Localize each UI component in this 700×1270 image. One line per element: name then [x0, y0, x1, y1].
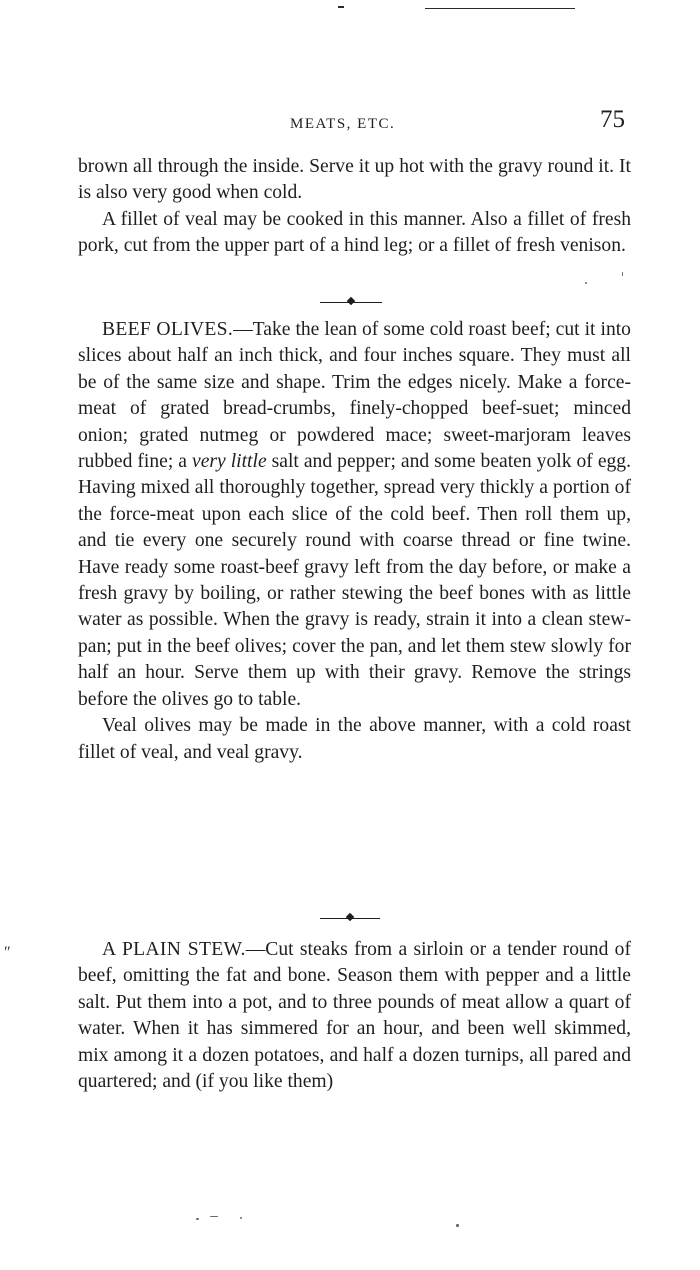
running-title: MEATS, ETC. — [290, 116, 396, 132]
print-speck — [456, 1224, 459, 1227]
print-speck — [240, 1217, 242, 1219]
running-head — [0, 104, 700, 144]
recipe-emphasis: very little — [192, 451, 267, 473]
divider-diamond — [346, 913, 354, 921]
section-divider — [320, 913, 380, 925]
recipe-heading-beef-olives: BEEF OLIVES. — [102, 319, 234, 340]
page-number: 75 — [600, 106, 625, 133]
top-edge-mark — [338, 6, 344, 8]
recipe-plain-stew — [78, 937, 631, 1095]
top-edge-rule — [425, 8, 575, 9]
text-block-continuation — [78, 154, 631, 260]
divider-diamond — [347, 297, 355, 305]
margin-mark: ″ — [4, 944, 11, 961]
text-block-plain-stew — [78, 937, 631, 1095]
recipe-beef-olives — [78, 317, 631, 713]
section-divider — [320, 297, 382, 309]
paragraph-veal-olives: Veal olives may be made in the above manner, with a cold roast fillet of veal, and veal gravy. — [78, 715, 631, 763]
paragraph-fillet-note: A fillet of veal may be cooked in this manner. Also a fillet of fresh pork, cut from the upper part of a hind leg; or a fillet of fresh venison. — [78, 208, 631, 257]
recipe-text-part-2: salt and pepper; and some beaten yolk of egg. Having mixed all thoroughly together, spread very thickly a portion of the force-meat upon each slice of the cold beef. Then roll them up, and tie every one securely round with coarse thread or fine twine. Have ready some roast-beef gravy left from the day before, or make a fresh gravy by boiling, or rather stewing the beef bones with as little water as possible. When the gravy is ready, strain it into a clean stew-pan; put in the beef olives; cover the pan, and let them stew slowly for half an hour. Serve them up with their gravy. Remove the strings before the olives go to table. — [78, 451, 632, 710]
print-speck — [196, 1218, 199, 1220]
print-speck — [585, 282, 587, 284]
paragraph-continuation: brown all through the inside. Serve it up hot with the gravy round it. It is also very good when cold. — [78, 156, 631, 204]
recipe-heading-plain-stew: A PLAIN STEW. — [102, 939, 246, 960]
print-speck — [622, 272, 623, 276]
print-speck — [210, 1216, 218, 1217]
text-block-beef-olives — [78, 317, 631, 766]
recipe-text-plain-stew: —Cut steaks from a sirloin or a tender round of beef, omitting the fat and bone. Season them with pepper and a little salt. Put them into a pot, and to three pounds of meat allow a quart of water. When it has simmered for an hour, and been well skimmed, mix among it a dozen potatoes, and half a dozen turnips, all pared and quartered; and (if you like them) — [78, 939, 631, 1093]
recipe-text-part-1: —Take the lean of some cold roast beef; cut it into slices about half an inch thick, and four inches square. They must all be of the same size and shape. Trim the edges nicely. Make a force-meat of grated bread-crumbs, finely-chopped beef-suet; minced onion; grated nutmeg or powdered mace; sweet-marjoram leaves rubbed fine; a — [78, 319, 631, 473]
